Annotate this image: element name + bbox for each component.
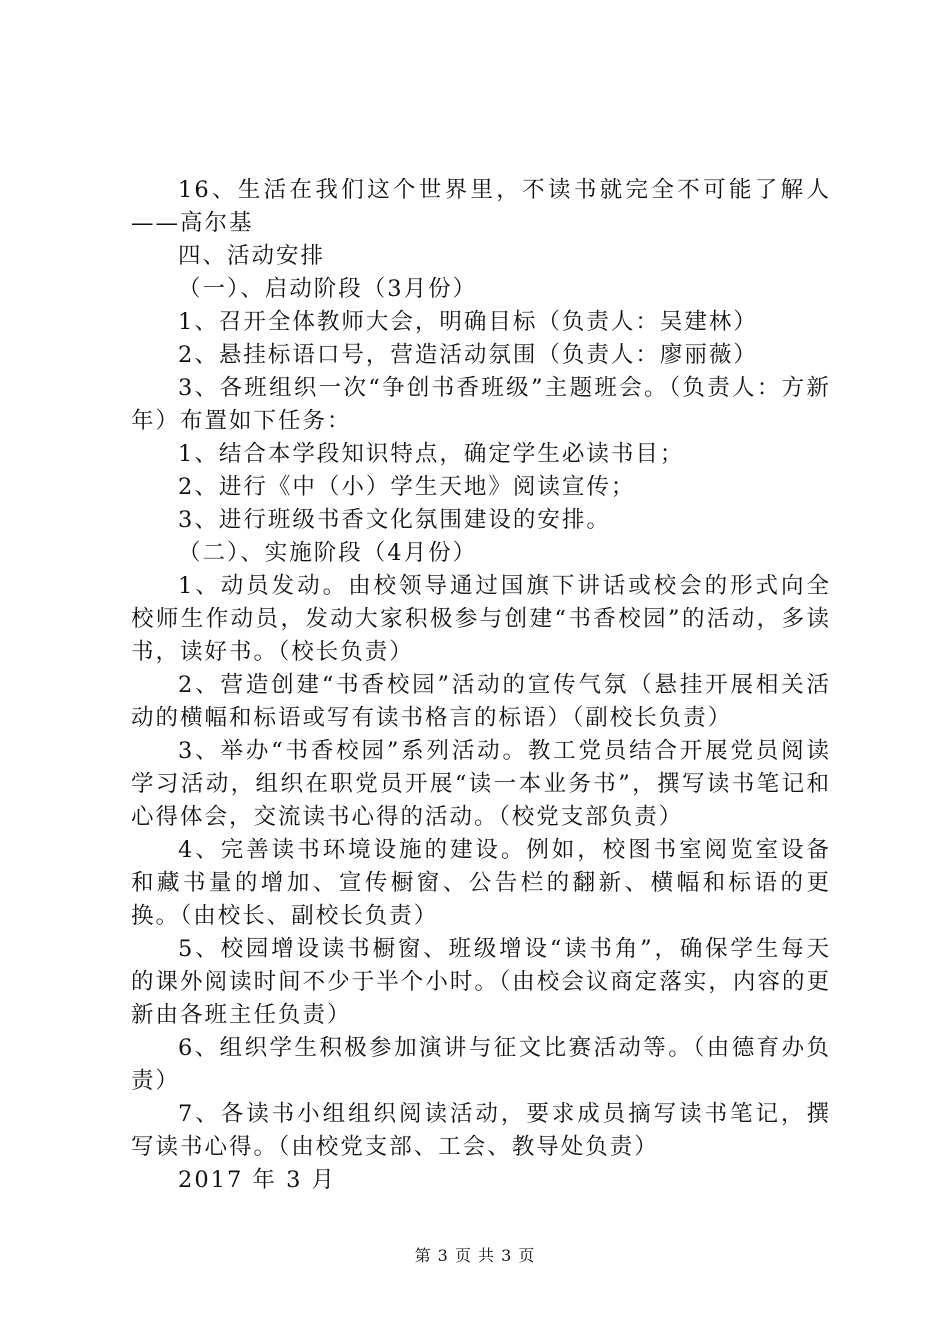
list-item: 2、营造创建“书香校园”活动的宣传气氛（悬挂开展相关活动的横幅和标语或写有读书格言的标语）（副校长负责） xyxy=(131,672,831,731)
list-item: 2、悬挂标语口号，营造活动氛围（负责人：廖丽薇） xyxy=(178,342,758,368)
list-item: 3、各班组织一次“争创书香班级”主题班会。（负责人：方新年）布置如下任务： xyxy=(131,375,831,434)
document-date: 2017 年 3 月 xyxy=(178,1167,337,1193)
list-item: 1、召开全体教师大会，明确目标（负责人：吴建林） xyxy=(178,309,758,335)
list-item: 3、举办“书香校园”系列活动。教工党员结合开展党员阅读学习活动，组织在职党员开展“读一本业务书”，撰写读书笔记和心得体会，交流读书心得的活动。（校党支部负责） xyxy=(131,738,831,830)
list-item: 6、组织学生积极参加演讲与征文比赛活动等。（由德育办负责） xyxy=(131,1035,831,1094)
list-item: 3、进行班级书香文化氛围建设的安排。 xyxy=(178,507,611,533)
list-item: 7、各读书小组组织阅读活动，要求成员摘写读书笔记，撰写读书心得。（由校党支部、工会、教导处负责） xyxy=(131,1101,831,1160)
stage-heading: （一）、启动阶段（3月份） xyxy=(178,276,478,302)
document-body xyxy=(131,174,831,1197)
section-heading: 四、活动安排 xyxy=(178,243,326,269)
list-item: 2、进行《中（小）学生天地》阅读宣传； xyxy=(178,474,636,500)
stage-heading: （二）、实施阶段（4月份） xyxy=(178,540,478,566)
list-item: 4、完善读书环境设施的建设。例如，校图书室阅览室设备和藏书量的增加、宣传橱窗、公告栏的翻新、横幅和标语的更换。（由校长、副校长负责） xyxy=(131,837,831,929)
paragraph: 16、生活在我们这个世界里，不读书就完全不可能了解人——高尔基 xyxy=(131,177,831,236)
list-item: 1、动员发动。由校领导通过国旗下讲话或校会的形式向全校师生作动员，发动大家积极参与创建“书香校园”的活动，多读书，读好书。（校长负责） xyxy=(131,573,831,665)
page-number-footer: 第 3 页 共 3 页 xyxy=(414,1246,536,1265)
list-item: 1、结合本学段知识特点，确定学生必读书目； xyxy=(178,441,685,467)
list-item: 5、校园增设读书橱窗、班级增设“读书角”，确保学生每天的课外阅读时间不少于半个小时。（由校会议商定落实，内容的更新由各班主任负责） xyxy=(131,936,831,1028)
